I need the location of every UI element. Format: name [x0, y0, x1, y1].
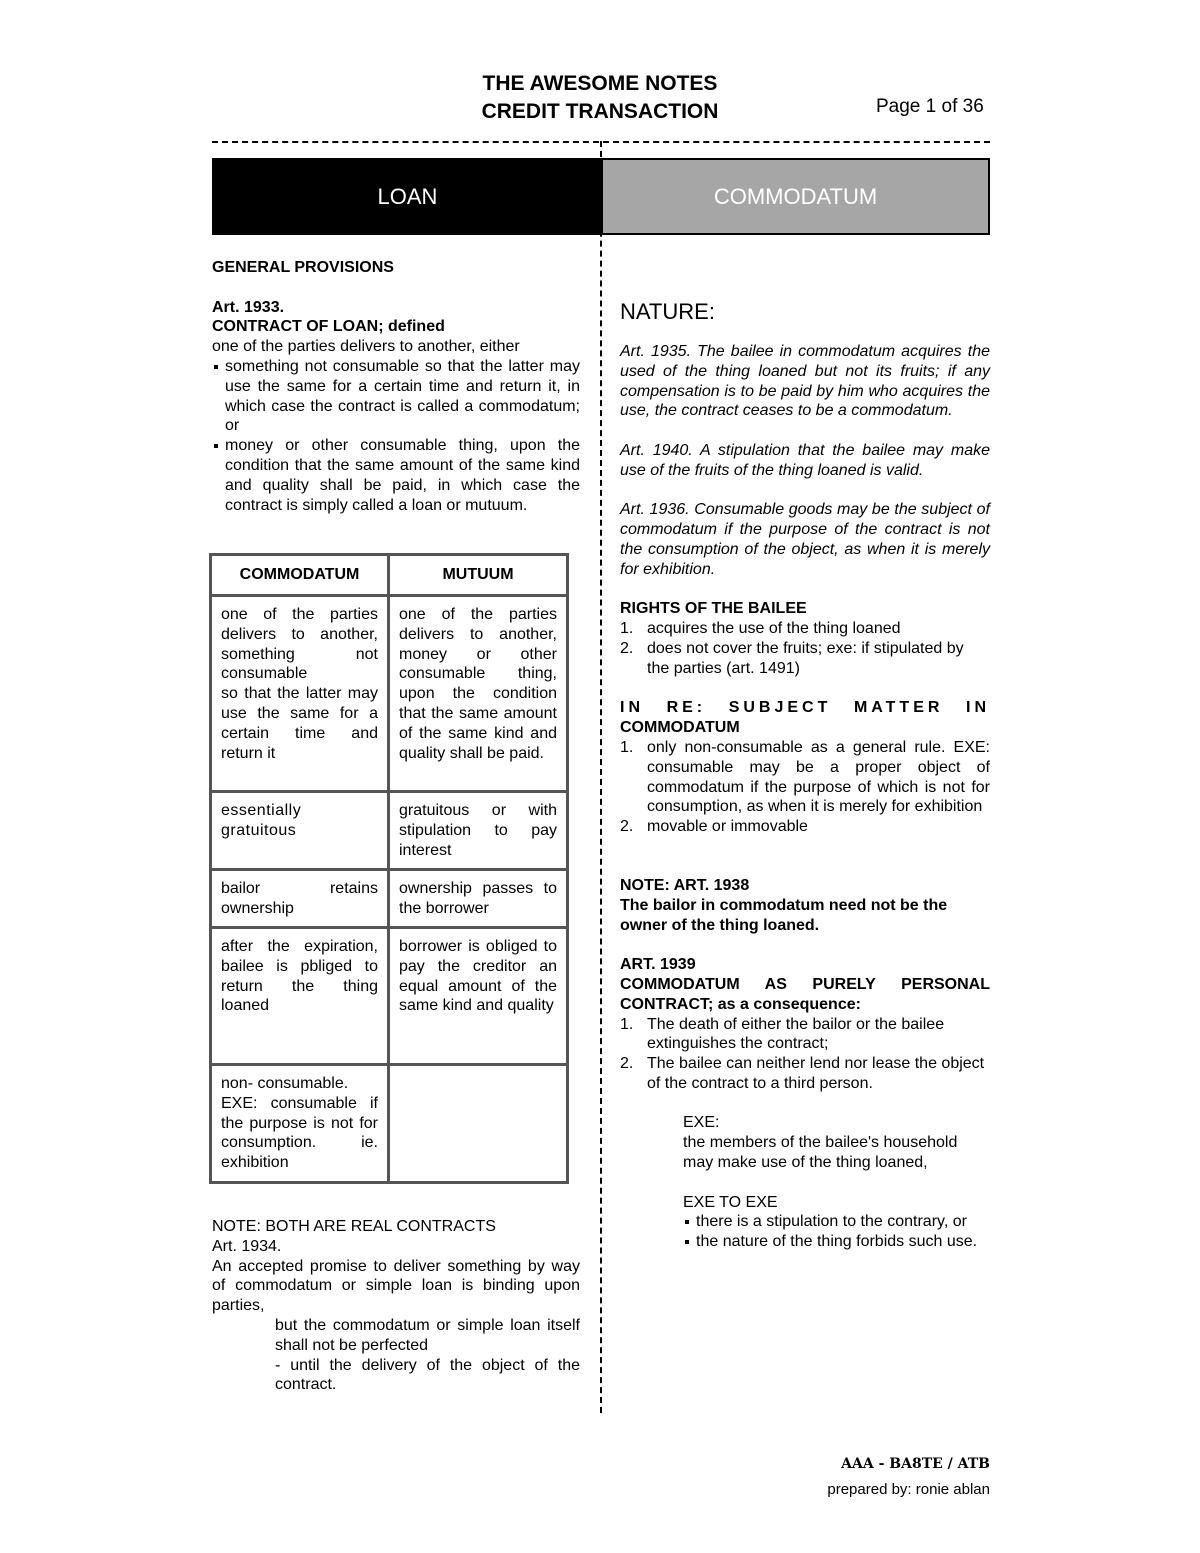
list-item: money or other consumable thing, upon the condition that the same amount of the same kind and quality shall be paid, in which case the contract is simply called a loan or mutuum. — [212, 436, 580, 515]
table-cell: essentially gratuitous — [211, 792, 389, 870]
loan-banner: LOAN — [212, 158, 603, 235]
list-item: there is a stipulation to the contrary, or — [683, 1212, 990, 1232]
note-1938-heading: NOTE: ART. 1938 — [620, 876, 750, 894]
art-1933-number: Art. 1933. — [212, 298, 285, 316]
art-1939-list — [620, 1015, 990, 1094]
table-row — [211, 870, 568, 928]
section-heading: GENERAL PROVISIONS — [212, 259, 394, 276]
art-1933-list — [212, 357, 580, 515]
column-divider — [600, 141, 602, 1413]
art-1934-number: Art. 1934. — [212, 1237, 282, 1255]
document-title — [380, 70, 820, 126]
subject-matter-heading-line2: COMMODATUM — [620, 719, 740, 737]
rights-list — [620, 619, 990, 678]
commodatum-banner: COMMODATUM — [603, 158, 990, 235]
art-1939-number: ART. 1939 — [620, 956, 696, 974]
art-1933-intro: one of the parties delivers to another, either — [212, 338, 520, 356]
art-1934-but: but the commodatum or simple loan itself shall not be perfected — [275, 1316, 580, 1354]
table-cell: one of the parties delivers to another, money or other consumable thing, upon the condition that the same amount of the same kind and quality shall be paid. — [389, 596, 568, 792]
table-cell — [389, 1065, 568, 1183]
table-row — [211, 1065, 568, 1183]
exe-to-exe-list — [683, 1212, 990, 1252]
table-cell: gratuitous or with stipulation to pay interest — [389, 792, 568, 870]
list-item: 1. The death of either the bailor or the bailee extinguishes the contract; — [620, 1015, 945, 1053]
list-item: 2. does not cover the fruits; exe: if stipulated by the parties (art. 1491) — [620, 639, 964, 677]
art-1939-title: COMMODATUM AS PURELY PERSONAL CONTRACT; as a consequence: — [620, 975, 990, 1013]
list-item: 2. movable or immovable — [620, 818, 808, 836]
real-contracts-note: NOTE: BOTH ARE REAL CONTRACTS — [212, 1218, 496, 1235]
list-item: 1. acquires the use of the thing loaned — [620, 620, 901, 638]
list-item: 1. only non-consumable as a general rule. EXE: consumable may be a proper object of commodatum if the purpose of which is not for consumption, as when it is merely for exhibition — [620, 738, 990, 816]
exe-text: the members of the bailee's household may make use of the thing loaned, — [683, 1134, 958, 1172]
column-header: MUTUUM — [389, 555, 568, 596]
subject-matter-heading-line1: IN RE: SUBJECT MATTER IN — [620, 699, 990, 717]
exe-label: EXE: — [683, 1114, 720, 1132]
list-item: something not consumable so that the latter may use the same for a certain time and return it, in which case the contract is called a commodatum; or — [212, 357, 580, 436]
nature-heading: NATURE: — [620, 299, 715, 324]
left-column-bottom — [212, 1217, 580, 1395]
table-cell: bailor retains ownership — [211, 870, 389, 928]
table-row — [211, 928, 568, 1065]
title-line-1: THE AWESOME NOTES — [482, 72, 718, 95]
page-number: Page 1 of 36 — [876, 96, 984, 117]
table-cell: borrower is obliged to pay the creditor an equal amount of the same kind and quality — [389, 928, 568, 1065]
footer-code: AAA - BA8TE / ATB — [841, 1456, 990, 1472]
exe-to-exe-label: EXE TO EXE — [683, 1193, 778, 1211]
art-1933-title: CONTRACT OF LOAN; defined — [212, 318, 445, 336]
list-item: 2. The bailee can neither lend nor lease the object of the contract to a third person. — [620, 1055, 985, 1092]
table-cell: non- consumable. EXE: consumable if the purpose is not for consumption. ie. exhibition — [211, 1065, 389, 1183]
table-cell: one of the parties delivers to another, something not consumable so that the latter may use the same for a certain time and return it — [211, 596, 389, 792]
table-row — [211, 792, 568, 870]
right-column — [620, 298, 990, 1252]
title-line-2: CREDIT TRANSACTION — [481, 100, 719, 123]
comparison-table — [209, 553, 569, 1184]
table-row — [211, 596, 568, 792]
list-item: the nature of the thing forbids such use. — [683, 1232, 990, 1252]
exceptions-block — [620, 1113, 990, 1252]
column-header: COMMODATUM — [211, 555, 389, 596]
art-1934-text: An accepted promise to deliver something by way of commodatum or simple loan is binding upon parties, — [212, 1257, 580, 1315]
table-cell: ownership passes to the borrower — [389, 870, 568, 928]
subject-matter-list — [620, 738, 990, 837]
art-1934-until: - until the delivery of the object of the contract. — [275, 1356, 580, 1394]
art-1940-text: Art. 1940. A stipulation that the bailee may make use of the fruits of the thing loaned is valid. — [620, 441, 990, 479]
note-1938-text: The bailor in commodatum need not be the owner of the thing loaned. — [620, 896, 948, 934]
left-column-top — [212, 258, 580, 515]
table-cell: after the expiration, bailee is pbliged to return the thing loaned — [211, 928, 389, 1065]
art-1936-text: Art. 1936. Consumable goods may be the subject of commodatum if the purpose of the contract is not the consumption of the object, as when it is merely for exhibition. — [620, 501, 990, 578]
art-1935-text: Art. 1935. The bailee in commodatum acquires the used of the thing loaned but not its fruits; if any compensation is to be paid by him who acquires the use, the contract ceases to be a commodatum. — [620, 343, 990, 420]
footer-author: prepared by: ronie ablan — [827, 1481, 990, 1498]
table-header-row — [211, 555, 568, 596]
rights-heading: RIGHTS OF THE BAILEE — [620, 600, 807, 618]
